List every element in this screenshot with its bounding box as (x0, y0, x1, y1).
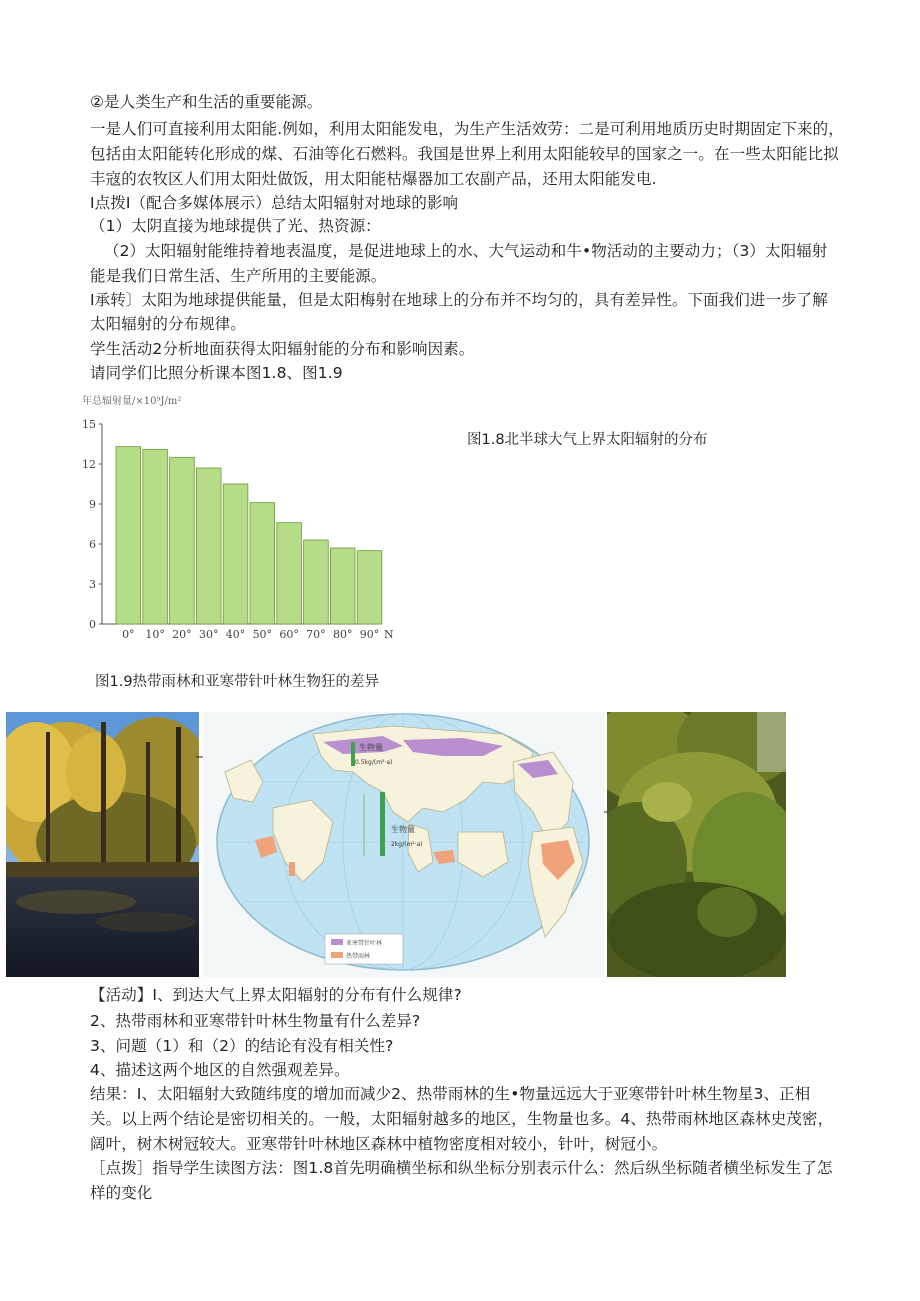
chart-y-tick-label: 12 (82, 458, 96, 471)
boreal-biomass-value: 0.5kg/(m²·a) (355, 759, 393, 766)
world-biomass-map (203, 712, 604, 977)
text-line-7: （2）太阳辐射能维持着地表温度，是促进地球上的水、大气运动和牛•物活动的主要动力；（3）太阳辐射 (104, 242, 828, 260)
text-line-10: 太阳辐射的分布规律。 (90, 315, 247, 333)
chart-x-tick-label: 10° (145, 628, 165, 641)
chart-x-tick-label: 50° (252, 628, 273, 641)
activity-line-1: 【活动】I、到达大气上界太阳辐射的分布有什么规律? (90, 986, 462, 1004)
chart-bar (223, 484, 248, 624)
chart-x-tick-label: 0° (122, 628, 135, 641)
activity-line-2: 2、热带雨林和亚寒带针叶林生物量有什么差异? (90, 1012, 421, 1030)
chart-x-tick-label: 70° (306, 628, 326, 641)
chart-bar (250, 503, 275, 624)
chart-y-axis-label: 年总辐射量/×10⁹J/m² (82, 396, 182, 407)
tropic-biomass-label: 生物量 (391, 825, 415, 834)
chart-bar (330, 548, 355, 624)
result-line-4: ［点拨］指导学生读图方法：图1.8首先明确横坐标和纵坐标分别表示什么：然后纵坐标随者横坐标发生了怎 (90, 1159, 833, 1177)
chart-x-tick-label: 40° (225, 628, 246, 641)
text-line-6: （1）太阴直接为地球提供了光、热资源： (90, 217, 381, 235)
chart-y-tick-label: 0 (89, 618, 96, 631)
chart-bar (116, 447, 141, 624)
chart-bar (304, 540, 329, 624)
chart-x-tick-label: 90° (359, 628, 380, 641)
text-line-4: 丰寇的农牧区人们用太阳灶做饭，用太阳能枯爆器加工农副产品，还用太阳能发电. (90, 170, 657, 188)
chart-bar (170, 457, 195, 624)
chart-y-tick-label: 15 (82, 418, 96, 431)
legend-tropic-label: 热带雨林 (346, 953, 371, 960)
text-line-3: 包括由太阳能转化形成的煤、石油等化石燃料。我国是世界上利用太阳能较早的国家之一。在一些太阳能比拟 (90, 145, 839, 163)
chart-x-tick-label: 60° (279, 628, 299, 641)
text-line-9: I承转〕太阳为地球提供能量，但是太阳梅射在地球上的分布并不均匀的，具有差异性。下面我们进一步了解 (90, 291, 828, 309)
chart-y-tick-label: 9 (89, 498, 96, 511)
tropic-biomass-value: 2kg/(m²·a) (391, 841, 423, 848)
text-line-2: 一是人们可直接利用太阳能.例如，利用太阳能发电，为生产生活效劳：二是可利用地质历史时期固定下来的， (90, 120, 844, 138)
boreal-biomass-label: 生物量 (359, 743, 383, 752)
result-line-5: 样的变化 (90, 1184, 153, 1202)
result-line-3: 阔叶，树木树冠较大。亚寒带针叶林地区森林中植物密度相对较小，针叶，树冠小。 (90, 1135, 668, 1153)
legend-boreal-label: 亚寒带针叶林 (346, 940, 383, 947)
activity-line-4: 4、描述这两个地区的自然强观差异。 (90, 1061, 350, 1079)
text-line-8: 能是我们日常生活、生产所用的主要能源。 (90, 267, 387, 285)
chart-x-unit-label: N (384, 628, 394, 641)
chart-bar (143, 449, 168, 624)
result-line-2: 关。以上两个结论是密切相关的。一般，太阳辐射越多的地区，生物量也多。4、热带雨林地区森林史茂密， (90, 1110, 834, 1128)
chart-bar (277, 523, 302, 624)
text-line-1: ②是人类生产和生活的重要能源。 (90, 93, 323, 111)
figure-1-8-caption: 图1.8北半球大气上界太阳辐射的分布 (467, 432, 708, 448)
chart-x-tick-label: 20° (172, 628, 192, 641)
chart-x-tick-label: 80° (332, 628, 353, 641)
chart-y-tick-label: 6 (89, 538, 96, 551)
solar-radiation-bar-chart (80, 392, 400, 642)
tropical-rainforest-photo (607, 712, 786, 977)
chart-bar (357, 551, 382, 624)
text-line-12: 请同学们比照分析课本图1.8、图1.9 (90, 364, 343, 382)
text-line-5: I点拨I（配合多媒体展示）总结太阳辐射对地球的影响 (90, 194, 459, 212)
text-line-11: 学生活动2分析地面获得太阳辐射能的分布和影响因素。 (90, 340, 475, 358)
chart-y-tick-label: 3 (89, 578, 96, 591)
activity-line-3: 3、问题（1）和（2）的结论有没有相关性? (90, 1037, 394, 1055)
result-line-1: 结果：I、太阳辐射大致随纬度的增加而减少2、热带雨林的生•物量远远大于亚寒带针叶林生物星3、正相 (90, 1085, 811, 1103)
figure-1-9-caption: 图1.9热带雨林和亚寒带针叶林生物狂的差异 (95, 674, 380, 690)
chart-x-tick-label: 30° (198, 628, 219, 641)
chart-bar (196, 468, 221, 624)
